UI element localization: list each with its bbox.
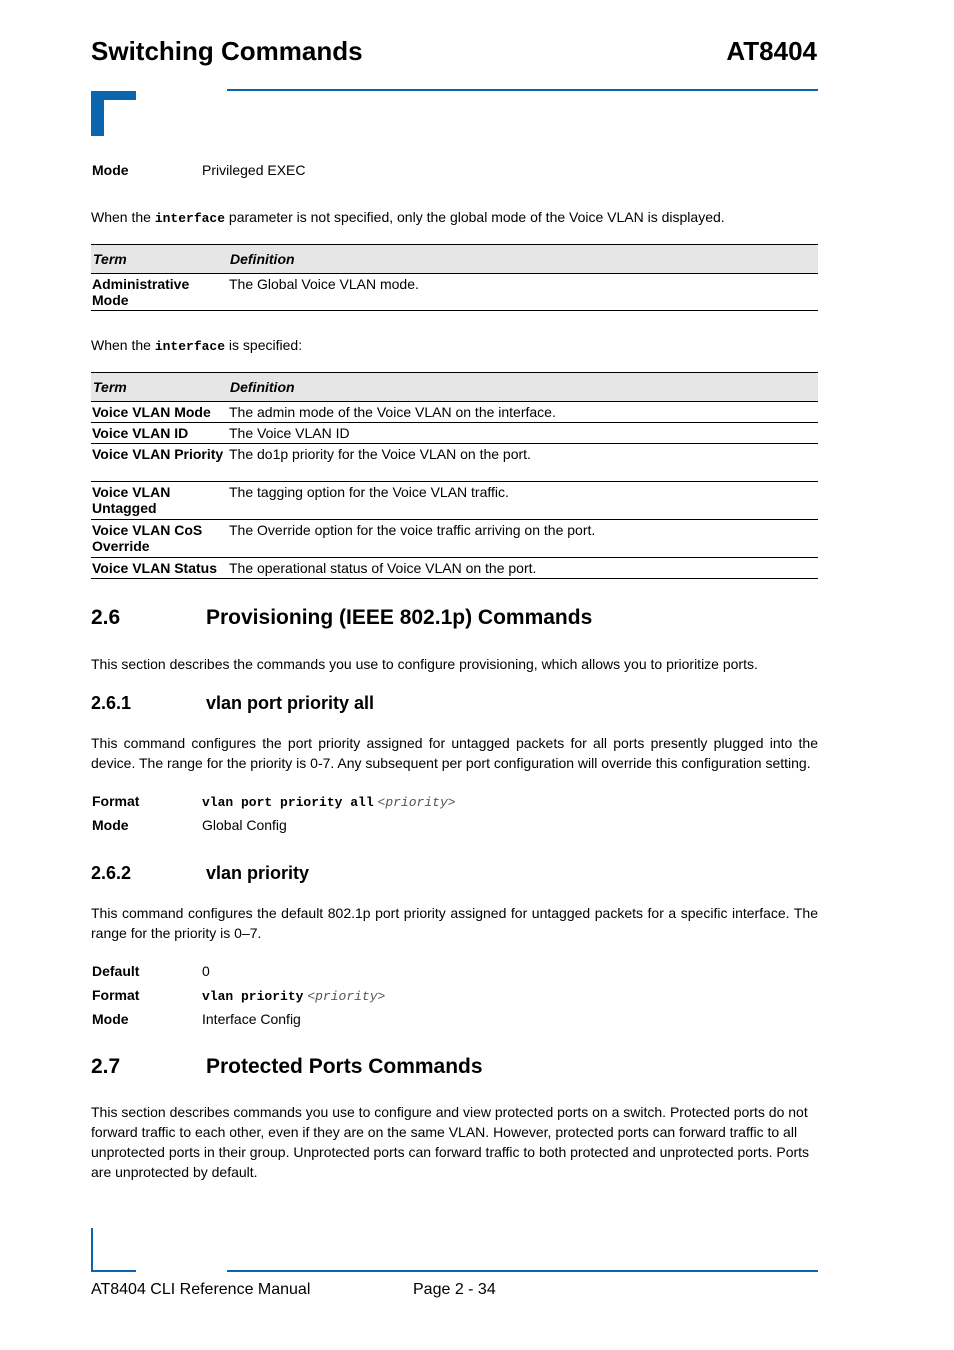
section-2-7-body: This section describes commands you use to configure and view protected ports on a switch. Protected ports do not forward traffic to each other, even if they are on the same VLAN. However, protected ports can forward traffic to all unprotected ports in their group. Unprotected ports can forward traffic to both protected and unprotected ports. Ports are unprotected by default. [91,1104,810,1180]
term-cell: Administrative Mode [91,274,228,311]
subsection-heading-2-6-2 [91,863,309,884]
interface-voice-vlan-table [91,372,818,579]
inline-code: interface [154,211,226,226]
subsection-heading-2-6-1 [91,693,374,714]
column-header-term: Term [91,245,228,274]
table-row [91,423,818,444]
table-row [91,444,818,482]
subsection-number: 2.6.1 [91,693,132,713]
global-voice-vlan-table [91,244,818,311]
term-cell: Voice VLAN ID [91,423,228,444]
subsection-title: vlan port priority all [206,693,375,713]
command-syntax: vlan priority [202,989,304,1004]
format-syntax [202,793,456,810]
footer-page-number: Page 2 - 34 [413,1281,496,1298]
table-row [91,520,818,558]
subsection-2-6-1-body: This command configures the port priority assigned for untagged packets for all ports presently plugged into the device. The range for the priority is 0-7. Any subsequent per port configuration will override this configuration setting. [91,735,818,771]
note-text: When the [91,337,155,353]
table-row [91,402,818,423]
mode-value: Interface Config [202,1011,301,1027]
footer-rule [227,1270,818,1272]
definition-cell: The Override option for the voice traffic arriving on the port. [228,520,818,558]
table-row [91,274,818,311]
default-value: 0 [202,963,210,979]
subsection-number: 2.6.2 [91,863,132,883]
column-header-term: Term [91,373,228,402]
note-text: When the [91,209,155,225]
mode-label: Mode [92,1011,129,1027]
definition-cell: The Voice VLAN ID [228,423,818,444]
definition-cell: The operational status of Voice VLAN on the port. [228,558,818,579]
term-cell: Voice VLAN Untagged [91,482,228,520]
default-label: Default [92,963,140,979]
note-text: parameter is not specified, only the global mode of the Voice VLAN is displayed. [225,209,725,225]
mode-value: Global Config [202,817,287,833]
section-heading-2-6 [91,606,592,630]
term-cell: Voice VLAN CoS Override [91,520,228,558]
section-number: 2.6 [91,606,121,629]
note-interface-specified [91,335,818,357]
term-cell: Voice VLAN Mode [91,402,228,423]
mode-value: Privileged EXEC [202,162,306,178]
product-name: AT8404 [726,36,817,66]
definition-cell: The tagging option for the Voice VLAN traffic. [228,482,818,520]
section-heading-2-7 [91,1055,483,1079]
header-rule [227,89,818,91]
command-argument: <priority> [307,989,386,1004]
note-text: is specified: [225,337,303,353]
table-row [91,558,818,579]
format-label: Format [92,987,140,1003]
format-label: Format [92,793,140,809]
definition-cell: The admin mode of the Voice VLAN on the interface. [228,402,818,423]
section-title: Provisioning (IEEE 802.1p) Commands [206,606,593,629]
table-header-row [91,245,818,274]
section-title: Protected Ports Commands [206,1055,483,1078]
page-section-title: Switching Commands [91,36,363,66]
section-2-6-intro: This section describes the commands you use to configure provisioning, which allows you to prioritize ports. [91,656,758,672]
term-cell: Voice VLAN Status [91,558,228,579]
subsection-2-6-2-body: This command configures the default 802.1p port priority assigned for untagged packets for a specific interface. The range for the priority is 0–7. [91,905,818,941]
column-header-definition: Definition [228,245,818,274]
footer-corner-mark [91,1270,136,1272]
table-header-row [91,373,818,402]
note-interface-not-specified [91,207,818,229]
mode-label: Mode [92,817,129,833]
inline-code: interface [154,339,226,354]
definition-cell: The Global Voice VLAN mode. [228,274,818,311]
table-row [91,482,818,520]
header-corner-mark-vertical [91,91,104,136]
section-number: 2.7 [91,1055,121,1078]
mode-label: Mode [92,162,129,178]
column-header-definition: Definition [228,373,818,402]
command-argument: <priority> [377,795,456,810]
definition-cell: The do1p priority for the Voice VLAN on the port. [228,444,818,482]
footer-manual-title: AT8404 CLI Reference Manual [91,1281,311,1298]
footer-corner-mark-vertical [91,1228,93,1272]
subsection-title: vlan priority [206,863,310,883]
command-syntax: vlan port priority all [202,795,374,810]
term-cell: Voice VLAN Priority [91,444,228,482]
format-syntax [202,987,385,1004]
